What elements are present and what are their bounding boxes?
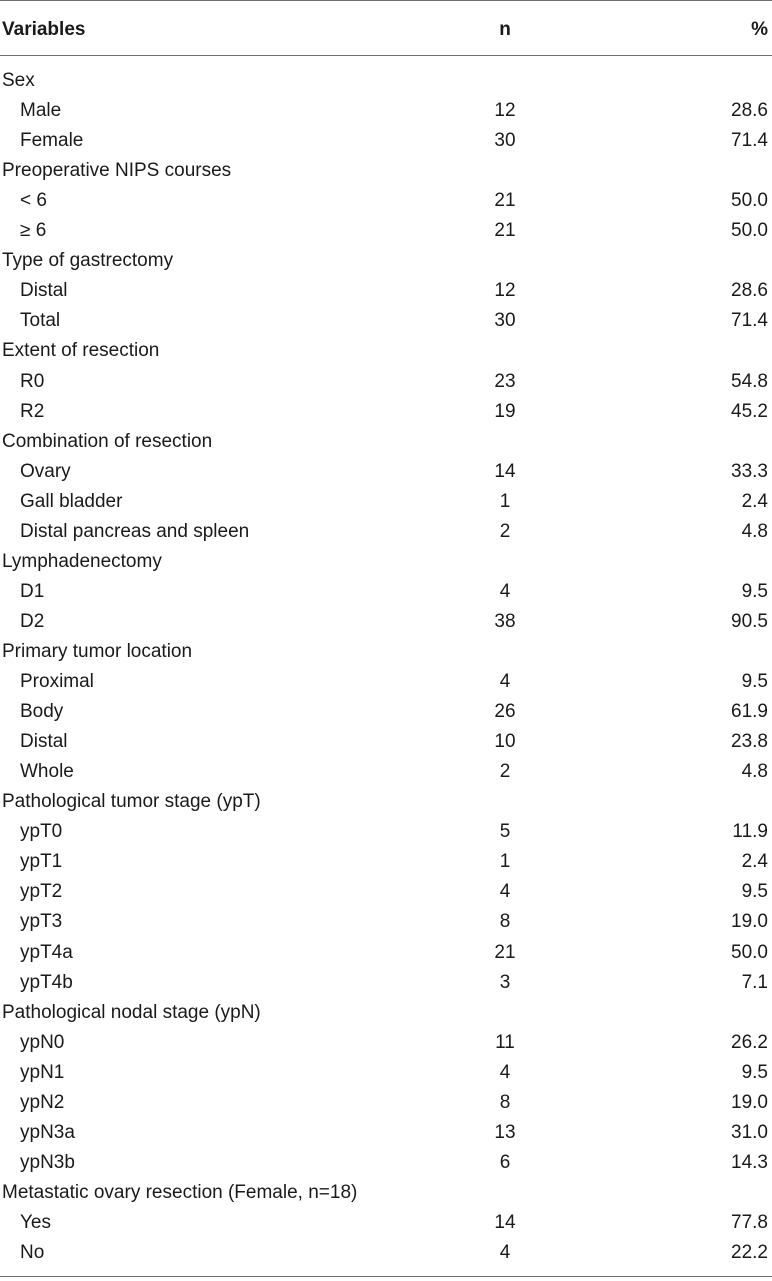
row-n: 23 [494, 370, 516, 392]
row-n: 3 [499, 971, 511, 993]
table-row [0, 847, 772, 877]
row-percent: 4.8 [741, 520, 768, 542]
row-variable: Whole [20, 761, 74, 783]
top-rule [0, 0, 772, 1]
row-n: 30 [494, 310, 516, 332]
table-row [0, 1118, 772, 1148]
row-percent: 26.2 [731, 1031, 768, 1053]
row-percent: 50.0 [731, 941, 768, 963]
header-variables: Variables [2, 19, 86, 40]
row-variable: ypN3b [20, 1151, 75, 1173]
row-variable: Metastatic ovary resection (Female, n=18) [2, 1181, 358, 1203]
row-variable: ypN0 [20, 1031, 65, 1053]
table-group-row [0, 156, 772, 186]
row-variable: < 6 [20, 190, 47, 212]
table-group-row [0, 637, 772, 667]
bottom-rule [0, 1276, 772, 1277]
row-percent: 45.2 [731, 400, 768, 422]
table-group-row [0, 66, 772, 96]
table-group-row [0, 787, 772, 817]
row-n: 4 [499, 1242, 511, 1263]
table-group-row [0, 246, 772, 276]
row-n: 6 [499, 1151, 511, 1173]
row-percent: 71.4 [731, 130, 768, 152]
row-n: 12 [494, 100, 516, 121]
row-n: 26 [494, 701, 516, 723]
row-percent: 31.0 [731, 1121, 768, 1143]
table-row [0, 1088, 772, 1118]
table-row [0, 1028, 772, 1058]
row-variable: ypT4b [20, 971, 73, 993]
row-percent: 9.5 [741, 881, 768, 903]
table-row [0, 727, 772, 757]
table-row [0, 276, 772, 306]
table-row [0, 367, 772, 397]
row-n: 30 [494, 130, 516, 152]
row-percent: 14.3 [731, 1151, 768, 1173]
table-row [0, 938, 772, 968]
row-variable: Distal [20, 280, 68, 302]
row-percent: 11.9 [732, 821, 768, 843]
row-n: 14 [494, 1211, 516, 1233]
row-percent: 9.5 [741, 671, 768, 692]
row-percent: 50.0 [731, 190, 768, 212]
table-row [0, 757, 772, 787]
row-variable: Distal [20, 731, 68, 753]
row-variable: Type of gastrectomy [2, 250, 174, 272]
row-variable: ypT4a [20, 941, 73, 963]
row-variable: Distal pancreas and spleen [20, 520, 250, 542]
row-variable: D2 [20, 610, 45, 632]
table-row [0, 1208, 772, 1238]
table-row [0, 306, 772, 336]
row-variable: R2 [20, 400, 45, 422]
table-group-row [0, 998, 772, 1028]
row-variable: Gall bladder [20, 490, 123, 512]
row-n: 1 [499, 490, 511, 512]
row-variable: Yes [20, 1211, 51, 1233]
table-row [0, 577, 772, 607]
row-n: 21 [494, 941, 516, 963]
row-variable: ypN1 [20, 1061, 65, 1083]
row-variable: Total [20, 310, 61, 332]
table-group-row [0, 427, 772, 457]
row-percent: 28.6 [731, 280, 768, 302]
table-row [0, 96, 772, 126]
row-variable: ypT3 [20, 911, 63, 933]
row-variable: Body [20, 701, 64, 723]
row-percent: 77.8 [731, 1211, 768, 1233]
row-percent: 50.0 [731, 220, 768, 242]
table-row [0, 817, 772, 847]
table-group-row [0, 547, 772, 577]
table-row [0, 186, 772, 216]
row-percent: 9.5 [741, 580, 768, 602]
row-variable: Female [20, 130, 84, 152]
row-percent: 33.3 [731, 460, 768, 482]
table-header [0, 15, 772, 45]
table-row [0, 517, 772, 547]
table-row [0, 1058, 772, 1088]
row-variable: R0 [20, 370, 45, 392]
row-variable: D1 [20, 580, 45, 602]
table-group-row [0, 1178, 772, 1208]
row-percent: 61.9 [731, 701, 768, 723]
table-row [0, 1148, 772, 1178]
row-n: 38 [494, 610, 516, 632]
row-percent: 9.5 [741, 1061, 768, 1083]
row-variable: ypT1 [20, 851, 63, 873]
row-percent: 71.4 [731, 310, 768, 332]
row-percent: 4.8 [741, 761, 768, 783]
row-n: 1 [499, 851, 511, 873]
row-variable: Pathological tumor stage (ypT) [2, 791, 261, 813]
row-variable: Proximal [20, 671, 94, 692]
row-variable: ≥ 6 [20, 220, 47, 242]
row-percent: 28.6 [731, 100, 768, 121]
row-percent: 19.0 [731, 1091, 768, 1113]
row-percent: 7.1 [741, 971, 768, 993]
header-percent: % [751, 19, 768, 40]
row-percent: 54.8 [731, 370, 768, 392]
table-row [0, 487, 772, 517]
row-n: 21 [494, 190, 516, 212]
row-n: 2 [499, 761, 511, 783]
table-row [0, 216, 772, 246]
table-row [0, 968, 772, 998]
row-variable: Pathological nodal stage (ypN) [2, 1001, 261, 1023]
table-row [0, 1238, 772, 1268]
table-row [0, 397, 772, 427]
header-rule [0, 55, 772, 56]
row-variable: Combination of resection [2, 430, 213, 452]
table-row [0, 667, 772, 697]
row-n: 4 [499, 881, 511, 903]
row-n: 19 [494, 400, 516, 422]
row-n: 10 [494, 731, 516, 753]
row-variable: Lymphadenectomy [2, 550, 162, 572]
row-percent: 23.8 [731, 731, 768, 753]
row-percent: 22.2 [731, 1242, 768, 1263]
row-variable: Preoperative NIPS courses [2, 160, 232, 182]
row-percent: 90.5 [731, 610, 768, 632]
row-n: 4 [499, 1061, 511, 1083]
table-group-row [0, 336, 772, 366]
table-row [0, 907, 772, 937]
row-variable: Sex [2, 70, 35, 91]
row-variable: Extent of resection [2, 340, 160, 362]
row-n: 12 [494, 280, 516, 302]
row-variable: Ovary [20, 460, 71, 482]
row-n: 4 [499, 580, 511, 602]
row-n: 21 [494, 220, 516, 242]
row-variable: ypT0 [20, 821, 63, 843]
row-percent: 19.0 [731, 911, 768, 933]
row-n: 2 [499, 520, 511, 542]
row-n: 8 [499, 1091, 511, 1113]
row-variable: ypN3a [20, 1121, 75, 1143]
row-n: 13 [494, 1121, 516, 1143]
row-n: 8 [499, 911, 511, 933]
header-n: n [499, 19, 511, 40]
row-n: 14 [494, 460, 516, 482]
table-row [0, 877, 772, 907]
table-row [0, 607, 772, 637]
row-variable: Primary tumor location [2, 641, 193, 662]
table-row [0, 457, 772, 487]
table-row [0, 126, 772, 156]
row-n: 4 [499, 671, 511, 692]
row-percent: 2.4 [741, 490, 768, 512]
row-variable: Male [20, 100, 62, 121]
row-variable: ypT2 [20, 881, 63, 903]
row-percent: 2.4 [741, 851, 768, 873]
row-n: 5 [499, 821, 511, 843]
row-variable: No [20, 1242, 45, 1263]
table-row [0, 697, 772, 727]
row-variable: ypN2 [20, 1091, 65, 1113]
row-n: 11 [495, 1031, 515, 1053]
